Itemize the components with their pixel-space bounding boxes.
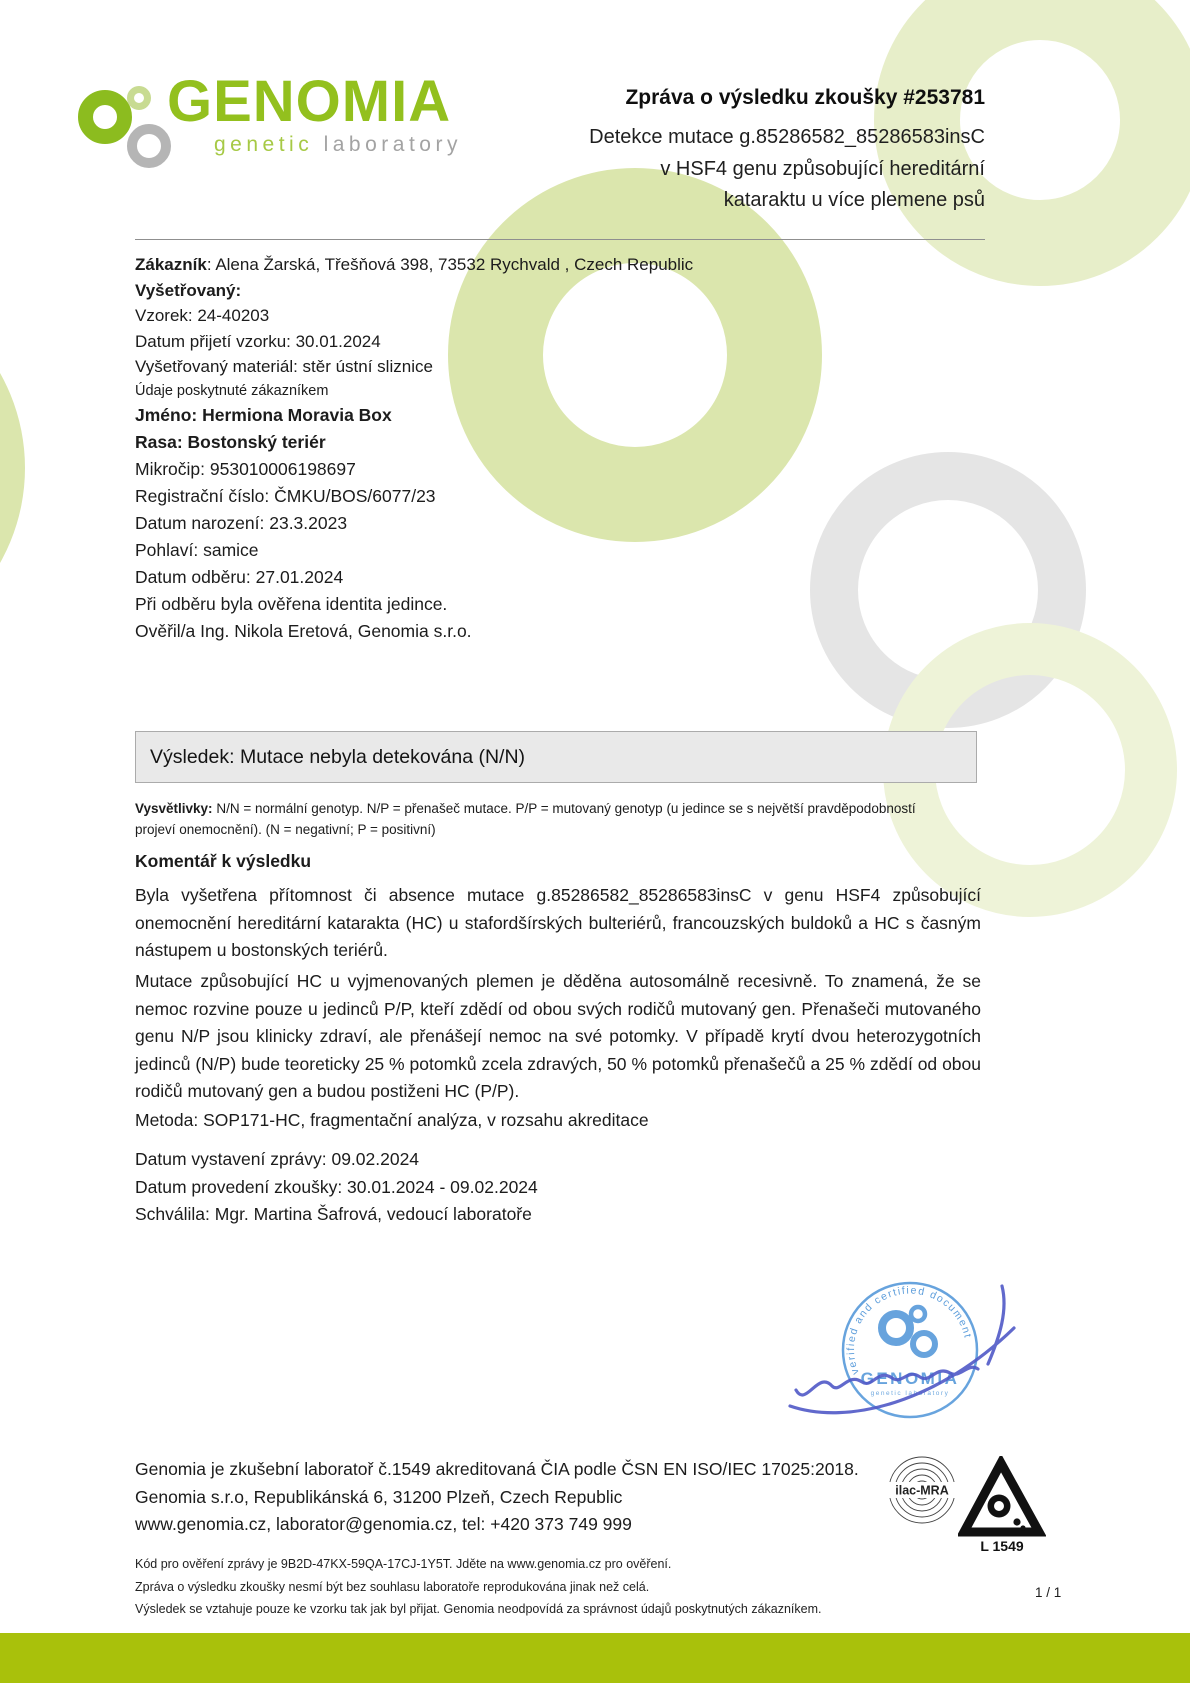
verification-code-line: Kód pro ověření zprávy je 9B2D-47KX-59QA-17CJ-1Y5T. Jděte na www.genomia.cz pro ověření.	[135, 1557, 672, 1571]
received-date-line: Datum přijetí vzorku: 30.01.2024	[135, 331, 381, 351]
comment-paragraph-2: Mutace způsobující HC u vyjmenovaných plemen je děděna autosomálně recesivně. To znamená, že se nemoc rozvine pouze u jedinců P/P, kteří zdědí od obou svých rodičů mutovaný gen. Přenašeči mutovaného genu N/P jsou klinicky zdraví, ale přenášejí nemoc na své potomky. V případě krytí dvou heterozygotních jedinců (N/P) bude teoreticky 25 % potomků zcela zdravých, 50 % potomků přenašečů a 25 % zdědí od obou rodičů mutovaný gen a budou postiženi HC (P/P).	[135, 971, 981, 1101]
contact-line: www.genomia.cz, laborator@genomia.cz, tel: +420 373 749 999	[135, 1514, 632, 1534]
ilac-mra-logo	[886, 1454, 958, 1526]
identity-verified-line: Při odběru byla ověřena identita jedince.	[135, 594, 448, 614]
provided-block	[135, 402, 472, 645]
ilac-mra-label: ilac-MRA	[895, 1483, 949, 1498]
logo-tagline-laboratory: laboratory	[323, 133, 462, 156]
result-box	[135, 731, 977, 783]
registration-line: Registrační číslo: ČMKU/BOS/6077/23	[135, 486, 436, 506]
provided-caption: Údaje poskytnuté zákazníkem	[135, 383, 329, 399]
customer-value: : Alena Žarská, Třešňová 398, 73532 Rychvald , Czech Republic	[206, 255, 694, 274]
legend-text: N/N = normální genotyp. N/P = přenašeč mutace. P/P = mutovaný genotyp (u jedince se s největší pravděpodobností projeví onemocnění). (N = negativní; P = positivní)	[135, 801, 916, 837]
breed-line: Rasa: Bostonský teriér	[135, 432, 326, 452]
smallprint-block	[135, 1553, 821, 1621]
legend-label: Vysvětlivky:	[135, 801, 213, 816]
stamp-arc-text: verified and certified document	[844, 1284, 974, 1377]
stamp-wordmark: GENOMIA	[860, 1369, 960, 1388]
report-subtitle-line-2: v HSF4 genu způsobující hereditární	[660, 157, 985, 180]
logo-tagline-genetic: genetic	[214, 133, 314, 156]
customer-label: Zákazník	[135, 255, 207, 274]
examined-header: Vyšetřovaný:	[135, 280, 242, 300]
liability-notice-line: Výsledek se vztahuje pouze ke vzorku tak jak byl přijat. Genomia neodpovídá za správnost údajů poskytnutých zákazníkem.	[135, 1602, 822, 1616]
company-address-line: Genomia s.r.o, Republikánská 6, 31200 Plzeň, Czech Republic	[135, 1486, 623, 1507]
stamp-tagline: genetic laboratory	[870, 1390, 950, 1397]
comment-heading: Komentář k výsledku	[135, 851, 312, 871]
stamp-logo-circle-gray-icon	[913, 1333, 935, 1355]
watermark-left-sliver	[0, 275, 25, 661]
stamp-logo-circle-small-icon	[911, 1307, 925, 1321]
result-text: Výsledek: Mutace nebyla detekována (N/N)	[150, 745, 526, 768]
report-subtitle-line-1: Detekce mutace g.85286582_85286583insC	[589, 126, 985, 148]
customer-block	[135, 252, 693, 380]
cia-accreditation-logo	[958, 1456, 1046, 1554]
birthdate-line: Datum narození: 23.3.2023	[135, 513, 348, 533]
logo-circle-big-icon	[78, 90, 132, 144]
footer-block	[135, 1456, 859, 1539]
collection-date-line: Datum odběru: 27.01.2024	[135, 567, 344, 587]
report-header	[589, 86, 985, 217]
logo-circle-small-icon	[127, 86, 151, 110]
verification-stamp	[778, 1272, 1034, 1448]
report-title: Zpráva o výsledku zkoušky #253781	[625, 86, 985, 109]
comment-paragraph-1: Byla vyšetřena přítomnost či absence mutace g.85286582_85286583insC v genu HSF4 způsobující onemocnění hereditární katarakta (HC) u stafordšírských bulteriérů, francouzských buldoků a HC s časným nástupem u bostonských teriérů.	[135, 885, 981, 960]
accreditation-line: Genomia je zkušební laboratoř č.1549 akreditovaná ČIA podle ČSN EN ISO/IEC 17025:2018.	[135, 1459, 859, 1479]
verified-by-line: Ověřil/a Ing. Nikola Eretová, Genomia s.r.o.	[135, 621, 472, 641]
sex-line: Pohlaví: samice	[135, 540, 259, 560]
report-subtitle-line-3: kataraktu u více plemene psů	[723, 189, 985, 211]
material-line: Vyšetřovaný materiál: stěr ústní sliznice	[135, 357, 433, 376]
method-line: Metoda: SOP171-HC, fragmentační analýza, v rozsahu akreditace	[135, 1110, 649, 1130]
reproduction-notice-line: Zpráva o výsledku zkoušky nesmí být bez souhlasu laboratoře reprodukována jinak než celá.	[135, 1579, 650, 1594]
dog-name-line: Jméno: Hermiona Moravia Box	[135, 405, 392, 425]
dates-block	[135, 1146, 538, 1229]
bottom-green-bar	[0, 1633, 1190, 1683]
stamp-logo-circle-big-icon	[882, 1314, 910, 1342]
test-period-line: Datum provedení zkoušky: 30.01.2024 - 09.02.2024	[135, 1176, 538, 1197]
logo-circle-gray-icon	[127, 124, 171, 168]
sample-line: Vzorek: 24-40203	[135, 306, 270, 325]
logo-wordmark: GENOMIA	[167, 69, 452, 134]
logo-tagline	[214, 133, 462, 157]
header-separator	[135, 239, 985, 240]
customer-line	[135, 252, 693, 278]
microchip-line: Mikročip: 953010006198697	[135, 459, 356, 479]
issue-date-line: Datum vystavení zprávy: 09.02.2024	[135, 1149, 420, 1169]
legend-block	[135, 799, 947, 840]
approved-by-line: Schválila: Mgr. Martina Šafrová, vedoucí laboratoře	[135, 1204, 532, 1224]
page-number: 1 / 1	[1035, 1585, 1062, 1600]
cia-number-label: L 1549	[980, 1538, 1024, 1554]
